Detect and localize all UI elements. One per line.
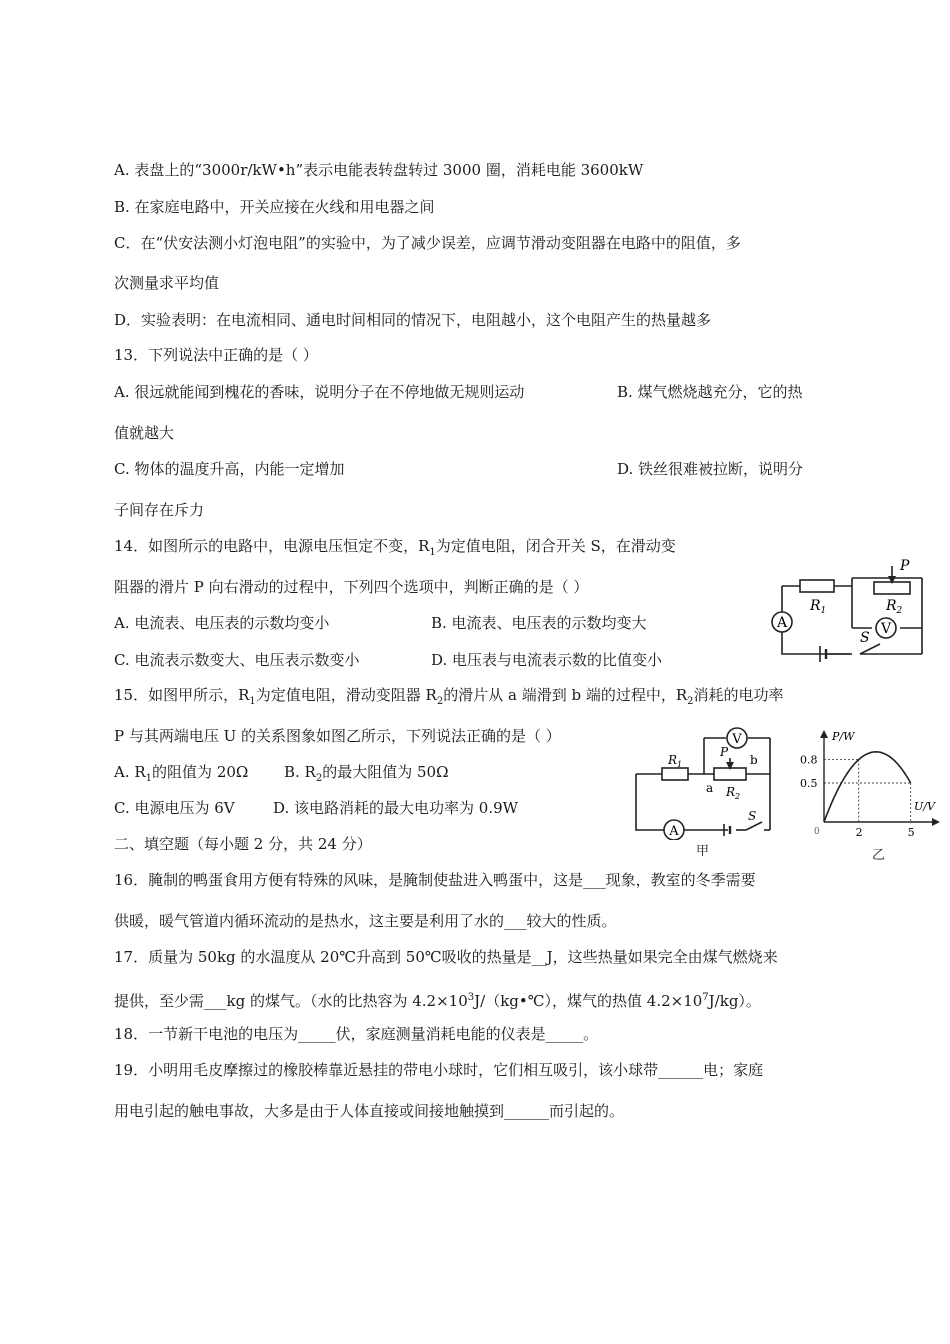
q15-option-c: C. 电源电压为 6V [114,799,235,817]
q12-option-a: A. 表盘上的“3000r/kW•h”表示电能表转盘转过 3000 圈，消耗电能 3600kW [114,161,644,179]
slider-label: P [720,745,729,759]
q15-stem-line1: 15．如图甲所示，$R_1$为定值电阻，滑动变阻器 $R_2$的滑片从 a 端滑到 b 端的过程中，$R_2$消耗的电功率 [114,686,784,707]
r1-label: $R_1$ [810,598,827,616]
y-axis-label: P/W [832,730,855,743]
q13-option-a: A. 很远就能闻到槐花的香味，说明分子在不停地做无规则运动 [114,383,525,401]
q19-line2: 用电引起的触电事故，大多是由于人体直接或间接地触摸到______而引起的。 [114,1102,625,1120]
q13-stem: 13．下列说法中正确的是（ ） [114,346,318,364]
q15-circuit-diagram-jia [630,724,780,840]
power-curve [824,752,911,822]
q12-option-b: B. 在家庭电路中，开关应接在火线和用电器之间 [114,198,435,216]
q16-line1: 16．腌制的鸭蛋食用方便有特殊的风味，是腌制使盐进入鸭蛋中，这是___现象，教室的冬季需要 [114,871,756,889]
q12-option-c: C．在“伏安法测小灯泡电阻”的实验中，为了减少误差，应调节滑动变阻器在电路中的阻值，多 [114,234,741,252]
q19-line1: 19．小明用毛皮摩擦过的橡胶棒靠近悬挂的带电小球时，它们相互吸引，该小球带______电；家庭 [114,1061,764,1079]
x-tick-label: 5 [907,826,915,839]
q15-stem-line2: P 与其两端电压 U 的关系图象如图乙所示，下列说法正确的是（ ） [114,727,561,745]
q15-option-b: B. $R_2$的最大阻值为 50Ω [284,763,449,784]
ammeter-label: A [669,824,679,839]
q12-option-c-cont: 次测量求平均值 [114,274,220,292]
q14-stem-line1: 14．如图所示的电路中，电源电压恒定不变，$R_1$为定值电阻，闭合开关 S，在滑动变 [114,537,676,558]
q15-power-voltage-graph [796,728,946,852]
end-a-label: a [706,781,714,795]
q16-line2: 供暖，暖气管道内循环流动的是热水，这主要是利用了水的___较大的性质。 [114,912,617,930]
q14-option-c: C. 电流表示数变大、电压表示数变小 [114,651,360,669]
y-tick-label: 0.5 [800,777,818,790]
q13-option-d-cont: 子间存在斥力 [114,501,205,519]
r2-label: $R_2$ [886,598,903,616]
q14-option-b: B. 电流表、电压表的示数均变大 [431,614,647,632]
switch-label: S [860,630,870,646]
section-2-heading: 二、填空题（每小题 2 分，共 24 分） [114,835,372,853]
r1-label: $R_1$ [668,753,683,769]
y-tick-label: 0.8 [800,753,818,767]
q14-option-a: A. 电流表、电压表的示数均变小 [114,614,330,632]
voltmeter-label: V [880,621,892,637]
q13-option-c: C. 物体的温度升高，内能一定增加 [114,460,345,478]
figure-yi-caption: 乙 [872,848,886,863]
q13-option-b-cont: 值就越大 [114,424,175,442]
q17-line2: 提供，至少需___kg 的煤气。（水的比热容为 $4.2\times 10^3J/(kg•℃)$，煤气的热值 $4.2\times 10^7J/kg$）。 [114,992,761,1010]
q14-circuit-diagram [760,558,940,676]
x-tick-label: 2 [855,826,863,839]
ammeter-label: A [776,615,788,631]
q18-line: 18．一节新干电池的电压为_____伏，家庭测量消耗电能的仪表是_____。 [114,1025,599,1043]
q15-option-a: A. $R_1$的阻值为 20Ω [114,763,249,784]
q14-stem-line2: 阻器的滑片 P 向右滑动的过程中，下列四个选项中，判断正确的是（ ） [114,578,589,596]
figure-jia-caption: 甲 [696,844,710,859]
r2-label: $R_2$ [726,785,741,801]
q12-option-d: D．实验表明：在电流相同、通电时间相同的情况下，电阻越小，这个电阻产生的热量越多 [114,311,712,329]
q17-line1: 17．质量为 50kg 的水温度从 20℃升高到 50℃吸收的热量是__J，这些热量如果完全由煤气燃烧来 [114,948,778,966]
q15-option-d: D. 该电路消耗的最大电功率为 0.9W [273,799,519,817]
x-axis-label: U/V [914,800,935,813]
q13-option-b: B. 煤气燃烧越充分，它的热 [617,383,803,401]
voltmeter-label: V [732,732,742,747]
q13-option-d: D. 铁丝很难被拉断，说明分 [617,460,804,478]
origin-label: 0 [814,827,820,837]
q14-option-d: D. 电压表与电流表示数的比值变小 [431,651,663,669]
slider-label: P [900,558,910,574]
end-b-label: b [750,753,758,767]
switch-label: S [748,809,757,823]
